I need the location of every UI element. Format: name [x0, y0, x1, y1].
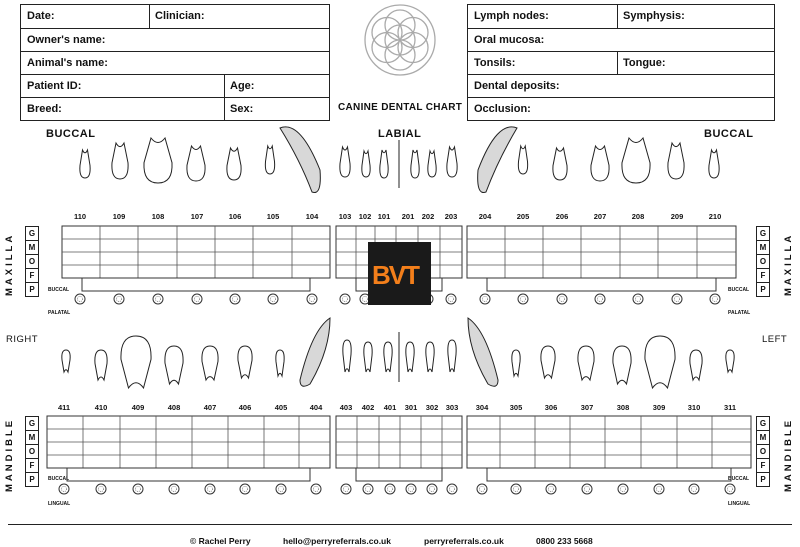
upper-occlusal-circle-inner	[560, 297, 565, 302]
tooth-number-308: 308	[616, 403, 630, 412]
tooth-number-301: 301	[404, 403, 418, 412]
upper-occlusal-circle	[480, 294, 490, 304]
bvt-logo	[368, 242, 431, 305]
logo-text: BVT	[372, 260, 418, 290]
lower-occlusal-circle-inner	[62, 487, 67, 492]
oral-mucosa-field[interactable]: Oral mucosa:	[474, 34, 545, 46]
tooth-number-310: 310	[687, 403, 701, 412]
tonsils-field[interactable]: Tonsils:	[474, 57, 516, 69]
tooth-number-205: 205	[516, 212, 530, 221]
buccal-label-right: BUCCAL	[704, 128, 754, 140]
age-field[interactable]: Age:	[230, 80, 255, 92]
lower-occlusal-circle	[511, 484, 521, 494]
lower-tooth	[512, 350, 520, 376]
lower-tooth	[343, 340, 351, 372]
lower-occlusal-circle	[363, 484, 373, 494]
tooth-number-201: 201	[401, 212, 415, 221]
lower-right-canine	[300, 318, 330, 386]
upper-tooth	[428, 151, 436, 177]
upper-occlusal-circle	[230, 294, 240, 304]
lower-tooth	[448, 340, 456, 372]
lower-occlusal-circle-inner	[450, 487, 455, 492]
upper-occlusal-circle	[518, 294, 528, 304]
maxilla-label-right: MAXILLA	[783, 232, 794, 296]
lower-tooth	[165, 346, 183, 384]
patient-id-field[interactable]: Patient ID:	[27, 80, 82, 92]
lingual-mini-label: LINGUAL	[48, 501, 71, 507]
upper-occlusal-circle	[672, 294, 682, 304]
breed-field[interactable]: Breed:	[27, 103, 62, 115]
upper-right-canine	[280, 127, 320, 193]
upper-tooth	[112, 143, 128, 179]
upper-occlusal-circle	[114, 294, 124, 304]
lower-occlusal-circle	[406, 484, 416, 494]
lower-tooth	[613, 346, 631, 384]
upper-left-row-key: G M O F P	[25, 226, 39, 297]
lower-tooth	[645, 336, 675, 388]
upper-right-quadrant-grid-p-row	[82, 278, 310, 291]
upper-occlusal-circle-inner	[483, 297, 488, 302]
lower-tooth	[406, 342, 414, 372]
upper-occlusal-circle-inner	[675, 297, 680, 302]
tooth-number-411: 411	[57, 403, 71, 412]
tooth-number-405: 405	[274, 403, 288, 412]
lower-occlusal-circle	[725, 484, 735, 494]
lower-right-quadrant-grid-p-row	[67, 468, 310, 481]
lower-left-canine	[468, 318, 498, 386]
chart-title: CANINE DENTAL CHART	[338, 102, 463, 113]
upper-tooth	[380, 150, 388, 178]
lower-tooth	[578, 346, 594, 380]
tooth-number-401: 401	[383, 403, 397, 412]
upper-tooth	[668, 143, 684, 179]
palatal-mini-label: PALATAL	[48, 310, 71, 316]
lower-incisor-grid-p-row	[356, 468, 442, 481]
upper-tooth	[340, 147, 350, 177]
lower-occlusal-circle-inner	[621, 487, 626, 492]
tooth-number-307: 307	[580, 403, 594, 412]
tooth-number-207: 207	[593, 212, 607, 221]
mandible-label-right: MANDIBLE	[783, 417, 794, 492]
upper-occlusal-circle-inner	[156, 297, 161, 302]
lower-occlusal-circle-inner	[657, 487, 662, 492]
tooth-number-303: 303	[445, 403, 459, 412]
upper-tooth	[144, 138, 172, 183]
lower-occlusal-circle	[133, 484, 143, 494]
lower-occlusal-circle	[689, 484, 699, 494]
upper-occlusal-circle	[75, 294, 85, 304]
lower-tooth	[62, 350, 70, 372]
upper-tooth	[411, 150, 419, 178]
animal-name-field[interactable]: Animal's name:	[27, 57, 108, 69]
upper-tooth	[187, 146, 205, 181]
buccal-mini-label: BUCCAL	[728, 476, 750, 482]
lower-occlusal-circle-inner	[388, 487, 393, 492]
lower-tooth	[726, 350, 734, 372]
footer-divider	[8, 524, 792, 525]
lower-tooth	[690, 350, 702, 380]
lingual-mini-label: LINGUAL	[728, 501, 751, 507]
buccal-mini-label: BUCCAL	[728, 287, 750, 293]
tongue-field[interactable]: Tongue:	[623, 57, 666, 69]
tooth-number-204: 204	[478, 212, 492, 221]
lower-occlusal-circle	[276, 484, 286, 494]
tooth-number-409: 409	[131, 403, 145, 412]
lower-occlusal-circle-inner	[136, 487, 141, 492]
upper-occlusal-circle-inner	[598, 297, 603, 302]
clinician-field[interactable]: Clinician:	[155, 10, 205, 22]
lymph-nodes-field[interactable]: Lymph nodes:	[474, 10, 549, 22]
lower-occlusal-circle-inner	[692, 487, 697, 492]
upper-occlusal-circle-inner	[78, 297, 83, 302]
lower-occlusal-circle-inner	[366, 487, 371, 492]
tooth-number-302: 302	[425, 403, 439, 412]
upper-occlusal-circle-inner	[449, 297, 454, 302]
lower-tooth	[426, 342, 434, 372]
tooth-number-210: 210	[708, 212, 722, 221]
lower-occlusal-circle	[385, 484, 395, 494]
tooth-number-311: 311	[723, 403, 737, 412]
upper-occlusal-circle-inner	[195, 297, 200, 302]
lower-occlusal-circle-inner	[99, 487, 104, 492]
tooth-number-403: 403	[339, 403, 353, 412]
upper-occlusal-circle	[710, 294, 720, 304]
tooth-number-406: 406	[238, 403, 252, 412]
buccal-label-left: BUCCAL	[46, 128, 96, 140]
palatal-mini-label: PALATAL	[728, 310, 751, 316]
lower-occlusal-circle	[205, 484, 215, 494]
tooth-number-309: 309	[652, 403, 666, 412]
upper-tooth	[553, 148, 567, 180]
lower-tooth	[364, 342, 372, 372]
lower-occlusal-circle-inner	[243, 487, 248, 492]
upper-occlusal-circle-inner	[343, 297, 348, 302]
lower-occlusal-circle	[447, 484, 457, 494]
upper-occlusal-circle	[192, 294, 202, 304]
tooth-number-105: 105	[266, 212, 280, 221]
upper-left-canine	[478, 127, 517, 193]
tooth-number-101: 101	[377, 212, 391, 221]
lower-occlusal-circle	[96, 484, 106, 494]
upper-tooth	[709, 150, 719, 178]
lower-occlusal-circle-inner	[549, 487, 554, 492]
lower-left-row-key: G M O F P	[25, 416, 39, 487]
tooth-number-203: 203	[444, 212, 458, 221]
tooth-number-306: 306	[544, 403, 558, 412]
tooth-number-402: 402	[361, 403, 375, 412]
labial-label: LABIAL	[378, 128, 422, 140]
lower-tooth	[121, 336, 151, 388]
mandible-label-left: MANDIBLE	[4, 417, 15, 492]
tooth-number-209: 209	[670, 212, 684, 221]
tooth-number-109: 109	[112, 212, 126, 221]
lower-occlusal-circle-inner	[480, 487, 485, 492]
lower-occlusal-circle-inner	[409, 487, 414, 492]
upper-occlusal-circle-inner	[117, 297, 122, 302]
upper-tooth	[622, 138, 650, 183]
footer-website[interactable]: perryreferrals.co.uk	[424, 536, 504, 546]
date-field[interactable]: Date:	[27, 10, 55, 22]
tooth-number-110: 110	[73, 212, 87, 221]
lower-occlusal-circle	[546, 484, 556, 494]
occlusion-field[interactable]: Occlusion:	[474, 103, 531, 115]
tooth-number-206: 206	[555, 212, 569, 221]
upper-tooth	[591, 146, 609, 181]
footer-email[interactable]: hello@perryreferrals.co.uk	[283, 536, 391, 546]
upper-tooth	[447, 147, 457, 177]
upper-occlusal-circle-inner	[636, 297, 641, 302]
tooth-number-305: 305	[509, 403, 523, 412]
maxilla-label-left: MAXILLA	[4, 232, 15, 296]
upper-occlusal-circle	[595, 294, 605, 304]
upper-tooth	[265, 146, 274, 174]
lower-tooth	[541, 346, 555, 378]
tooth-number-410: 410	[94, 403, 108, 412]
symphysis-field[interactable]: Symphysis:	[623, 10, 685, 22]
buccal-mini-label: BUCCAL	[48, 287, 70, 293]
upper-occlusal-circle-inner	[363, 297, 368, 302]
upper-left-quadrant-grid-p-row	[487, 278, 716, 291]
lower-occlusal-circle	[654, 484, 664, 494]
lower-left-quadrant-grid-p-row	[487, 468, 731, 481]
upper-occlusal-circle-inner	[233, 297, 238, 302]
tooth-number-106: 106	[228, 212, 242, 221]
upper-occlusal-circle	[633, 294, 643, 304]
lower-occlusal-circle	[59, 484, 69, 494]
dental-deposits-field[interactable]: Dental deposits:	[474, 80, 560, 92]
upper-tooth	[227, 148, 241, 180]
tooth-number-304: 304	[475, 403, 489, 412]
lower-occlusal-circle	[477, 484, 487, 494]
upper-occlusal-circle	[340, 294, 350, 304]
lower-occlusal-circle	[169, 484, 179, 494]
lower-tooth	[276, 350, 284, 376]
lower-tooth	[238, 346, 252, 378]
left-side-label: LEFT	[762, 334, 788, 345]
buccal-mini-label: BUCCAL	[48, 476, 70, 482]
lower-occlusal-circle	[582, 484, 592, 494]
lower-occlusal-circle-inner	[172, 487, 177, 492]
lower-occlusal-circle-inner	[728, 487, 733, 492]
tooth-number-102: 102	[358, 212, 372, 221]
lower-occlusal-circle-inner	[430, 487, 435, 492]
lower-occlusal-circle-inner	[279, 487, 284, 492]
upper-occlusal-circle	[268, 294, 278, 304]
tooth-number-407: 407	[203, 403, 217, 412]
tooth-number-103: 103	[338, 212, 352, 221]
upper-right-row-key: G M O F P	[756, 226, 770, 297]
upper-occlusal-circle	[307, 294, 317, 304]
upper-occlusal-circle-inner	[713, 297, 718, 302]
lower-occlusal-circle-inner	[208, 487, 213, 492]
lower-tooth	[384, 342, 392, 372]
lower-tooth	[95, 350, 107, 380]
upper-occlusal-circle-inner	[310, 297, 315, 302]
lower-occlusal-circle	[240, 484, 250, 494]
footer-copyright: © Rachel Perry	[190, 536, 251, 546]
lower-occlusal-circle-inner	[514, 487, 519, 492]
tooth-number-404: 404	[309, 403, 323, 412]
sex-field[interactable]: Sex:	[230, 103, 254, 115]
lower-occlusal-circle-inner	[585, 487, 590, 492]
upper-occlusal-circle-inner	[271, 297, 276, 302]
lower-occlusal-circle	[427, 484, 437, 494]
right-side-label: RIGHT	[6, 334, 39, 345]
upper-tooth	[362, 151, 370, 177]
upper-occlusal-circle	[153, 294, 163, 304]
lower-occlusal-circle	[341, 484, 351, 494]
upper-tooth	[518, 146, 527, 174]
footer-phone: 0800 233 5668	[536, 536, 593, 546]
upper-occlusal-circle	[446, 294, 456, 304]
upper-occlusal-circle-inner	[521, 297, 526, 302]
tooth-number-208: 208	[631, 212, 645, 221]
owner-name-field[interactable]: Owner's name:	[27, 34, 106, 46]
tooth-number-408: 408	[167, 403, 181, 412]
tooth-number-202: 202	[421, 212, 435, 221]
lower-occlusal-circle	[618, 484, 628, 494]
tooth-number-107: 107	[190, 212, 204, 221]
upper-occlusal-circle	[557, 294, 567, 304]
lower-occlusal-circle-inner	[344, 487, 349, 492]
lower-occlusal-circle-inner	[314, 487, 319, 492]
tooth-number-104: 104	[305, 212, 319, 221]
lower-tooth	[202, 346, 218, 380]
upper-tooth	[80, 150, 90, 178]
lower-right-row-key: G M O F P	[756, 416, 770, 487]
lower-occlusal-circle	[311, 484, 321, 494]
tooth-number-108: 108	[151, 212, 165, 221]
